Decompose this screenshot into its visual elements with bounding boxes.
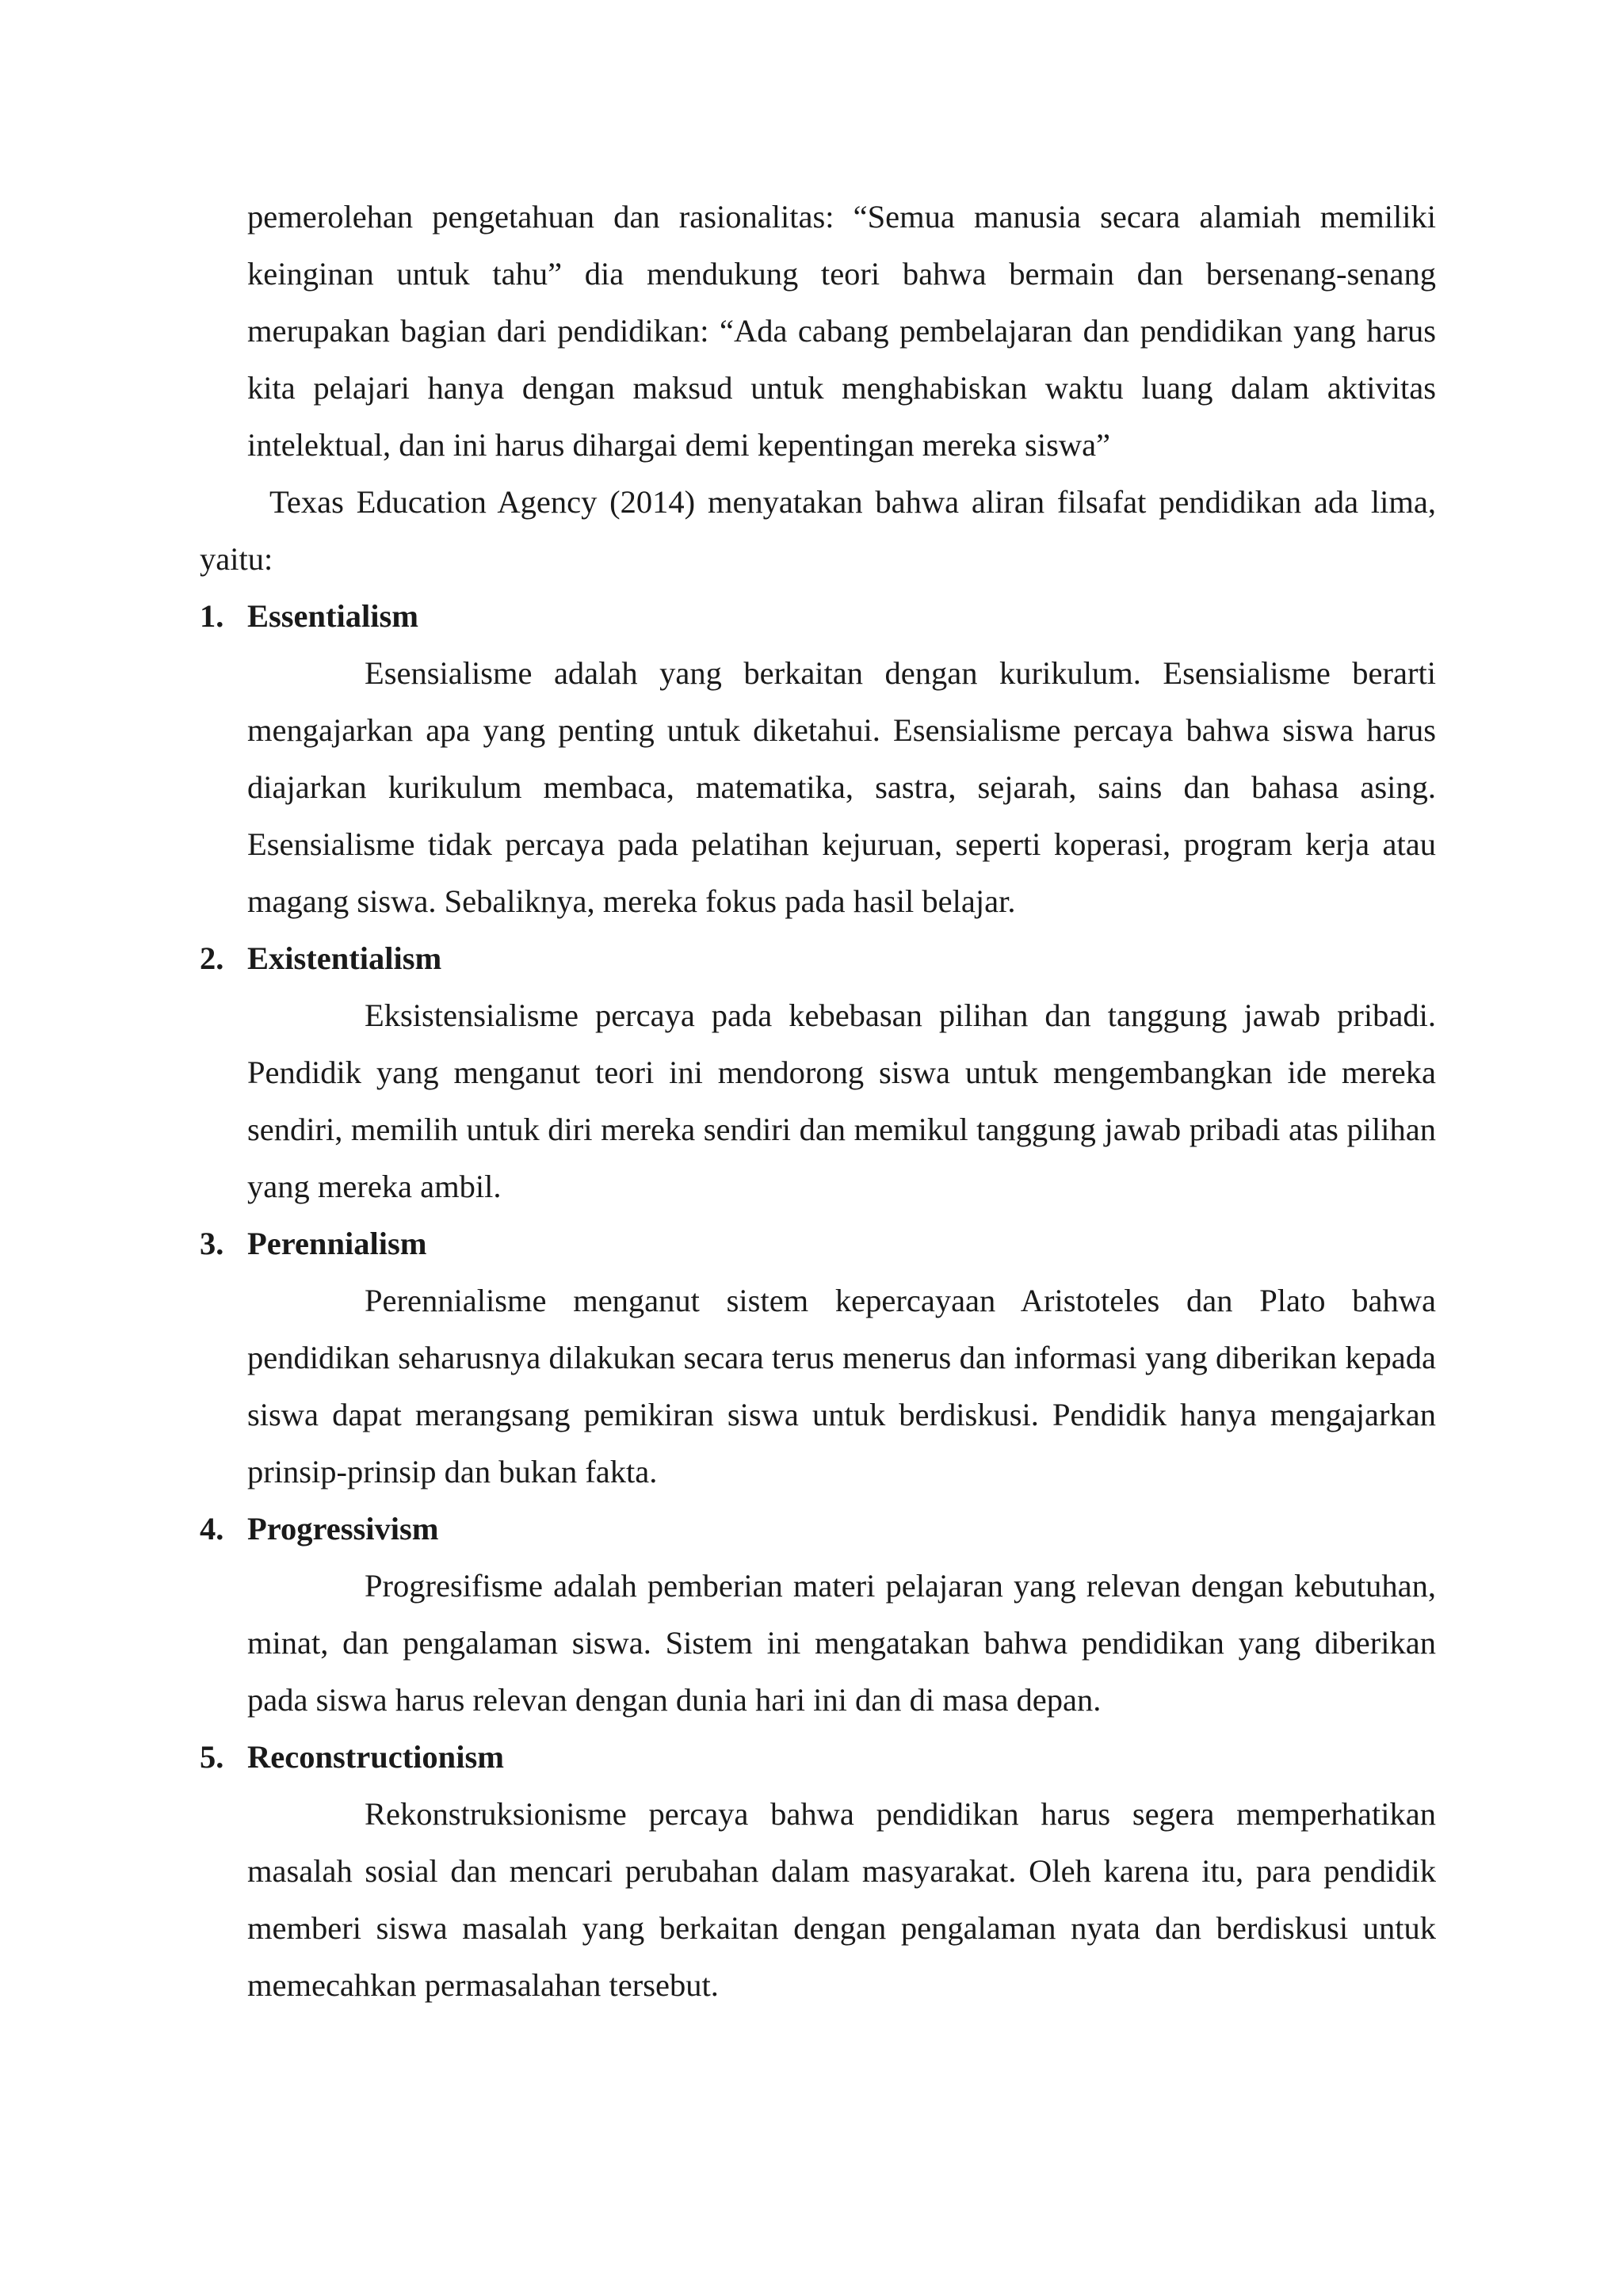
section-reconstructionism (200, 1729, 1436, 2014)
intro-continuation-paragraph: pemerolehan pengetahuan dan rasionalitas: “Semua manusia secara alamiah memiliki keinginan untuk tahu” dia mendukung teori bahwa bermain dan bersenang-senang merupakan bagian dari pendidikan: “Ada cabang pembelajaran dan pendidikan yang harus kita pelajari hanya dengan maksud untuk menghabiskan waktu luang dalam aktivitas intelektual, dan ini harus dihargai demi kepentingan mereka siswa” (247, 199, 1436, 463)
section-heading (200, 930, 1436, 987)
intro-lead-paragraph: Texas Education Agency (2014) menyatakan bahwa aliran filsafat pendidikan ada lima, yaitu: (200, 484, 1436, 577)
section-heading (200, 1215, 1436, 1272)
section-essentialism (200, 588, 1436, 930)
section-title: Reconstructionism (247, 1739, 504, 1775)
section-number: 2. (200, 940, 224, 976)
section-title: Essentialism (247, 598, 419, 634)
section-heading (200, 1729, 1436, 1786)
section-title: Existentialism (247, 940, 442, 976)
section-number: 5. (200, 1739, 224, 1775)
section-body: Eksistensialisme percaya pada kebebasan pilihan dan tanggung jawab pribadi. Pendidik yang menganut teori ini mendorong siswa untuk mengembangkan ide mereka sendiri, memilih untuk diri mereka sendiri dan memikul tanggung jawab pribadi atas pilihan yang mereka ambil. (247, 997, 1436, 1204)
section-body: Esensialisme adalah yang berkaitan dengan kurikulum. Esensialisme berarti mengajarkan apa yang penting untuk diketahui. Esensialisme percaya bahwa siswa harus diajarkan kurikulum membaca, matematika, sastra, sejarah, sains dan bahasa asing. Esensialisme tidak percaya pada pelatihan kejuruan, seperti koperasi, program kerja atau magang siswa. Sebaliknya, mereka fokus pada hasil belajar. (247, 655, 1436, 919)
section-existentialism (200, 930, 1436, 1215)
document-page (200, 189, 1436, 2014)
section-body: Progresifisme adalah pemberian materi pelajaran yang relevan dengan kebutuhan, minat, dan pengalaman siswa. Sistem ini mengatakan bahwa pendidikan yang diberikan pada siswa harus relevan dengan dunia hari ini dan di masa depan. (247, 1568, 1436, 1718)
section-title: Progressivism (247, 1511, 439, 1547)
section-heading (200, 1501, 1436, 1558)
section-number: 3. (200, 1226, 224, 1261)
section-perennialism (200, 1215, 1436, 1501)
section-number: 1. (200, 598, 224, 634)
section-progressivism (200, 1501, 1436, 1729)
section-body: Rekonstruksionisme percaya bahwa pendidikan harus segera memperhatikan masalah sosial dan mencari perubahan dalam masyarakat. Oleh karena itu, para pendidik memberi siswa masalah yang berkaitan dengan pengalaman nyata dan berdiskusi untuk memecahkan permasalahan tersebut. (247, 1796, 1436, 2003)
section-title: Perennialism (247, 1226, 427, 1261)
section-heading (200, 588, 1436, 645)
section-body: Perennialisme menganut sistem kepercayaan Aristoteles dan Plato bahwa pendidikan seharusnya dilakukan secara terus menerus dan informasi yang diberikan kepada siswa dapat merangsang pemikiran siswa untuk berdiskusi. Pendidik hanya mengajarkan prinsip-prinsip dan bukan fakta. (247, 1283, 1436, 1489)
section-number: 4. (200, 1511, 224, 1547)
